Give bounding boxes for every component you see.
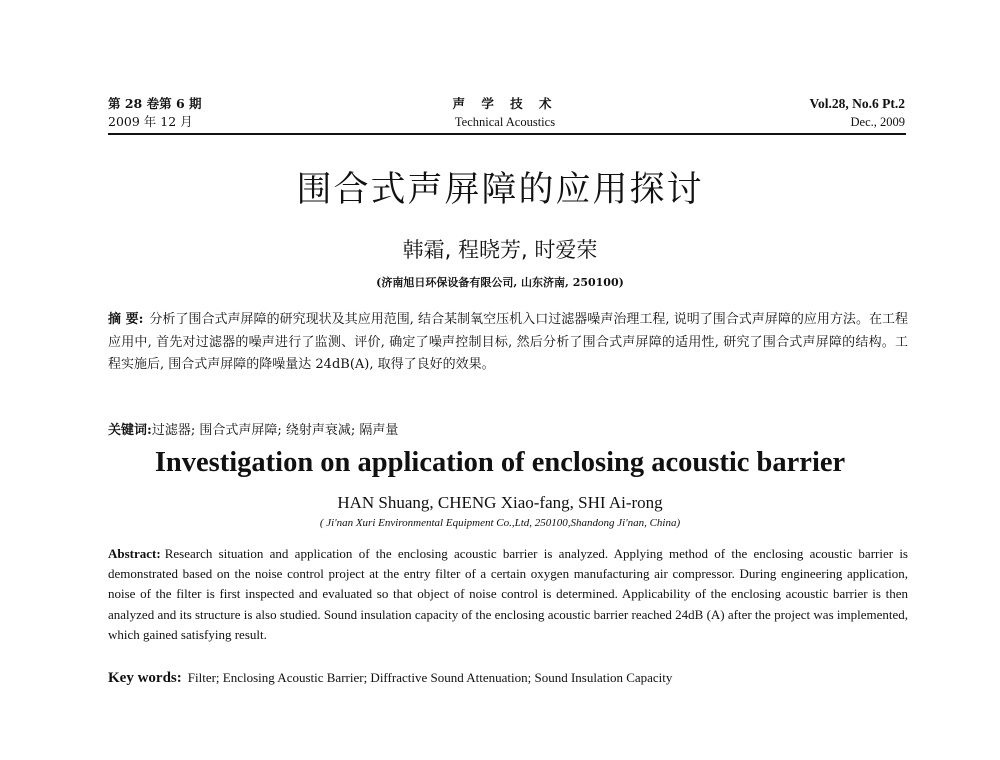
- keywords-en: [108, 668, 908, 688]
- authors-cn: 韩霜, 程晓芳, 时爱荣: [402, 238, 598, 262]
- keywords-label-cn: 关键词:: [108, 423, 152, 438]
- keywords-text-en: Filter; Enclosing Acoustic Barrier; Diffractive Sound Attenuation; Sound Insulation Capacity: [187, 670, 673, 685]
- journal-issue-info-en: [809, 95, 905, 131]
- abstract-text-en: Research situation and application of the enclosing acoustic barrier is analyzed. Applying method of the enclosing acoustic barrier is demonstrated based on the noise control project at the entry filter of a certain oxygen manufacturing air compressor. During engineering application, noise of the filter is first inspected and evaluated so that object of noise control is determined. Applicability of the enclosing acoustic barrier is then analyzed and its structure is also studied. Sound insulation capacity of the enclosing acoustic barrier reached 24dB (A) after the project was implemented, which gained satisfying result.: [108, 546, 908, 642]
- journal-issue-info: [108, 95, 202, 131]
- journal-name: [400, 95, 610, 131]
- volume-issue-en: Vol.28, No.6 Pt.2: [809, 96, 905, 111]
- volume-issue-cn: 第 28 卷第 6 期: [108, 96, 202, 111]
- page-title-cn: 围合式声屏障的应用探讨: [296, 170, 704, 210]
- abstract-label-en: Abstract:: [108, 546, 161, 561]
- journal-name-en: Technical Acoustics: [454, 115, 556, 129]
- keywords-label-en: Key words:: [108, 670, 182, 686]
- keywords-text-cn: 过滤器; 围合式声屏障; 绕射声衰减; 隔声量: [151, 423, 399, 438]
- abstract-cn: [108, 309, 908, 377]
- authors-en: HAN Shuang, CHENG Xiao-fang, SHI Ai-rong: [337, 493, 663, 512]
- abstract-text-cn: 分析了围合式声屏障的研究现状及其应用范围, 结合某制氧空压机入口过滤器噪声治理工程, 说明了围合式声屏障的应用方法。在工程应用中, 首先对过滤器的噪声进行了监测、评价, 确定了噪声控制目标, 然后分析了围合式声屏障的适用性, 研究了围合式声屏障的结构。工程实施后, 围合式声屏障的降噪量达 24dB(A), 取得了良好的效果。: [108, 312, 909, 372]
- header-rule: [108, 133, 906, 135]
- keywords-cn: [108, 420, 908, 442]
- abstract-en: [108, 544, 908, 645]
- affiliation-en: ( Ji'nan Xuri Environmental Equipment Co.,Ltd, 250100,Shandong Ji'nan, China): [319, 517, 681, 529]
- page-title-en: Investigation on application of enclosing acoustic barrier: [154, 447, 846, 478]
- journal-name-cn: 声 学 技 术: [452, 96, 558, 111]
- affiliation-cn: (济南旭日环保设备有限公司, 山东济南, 250100): [376, 276, 624, 289]
- abstract-label-cn: 摘 要:: [108, 312, 144, 327]
- date-en: Dec., 2009: [850, 115, 905, 129]
- date-cn: 2009 年 12 月: [108, 114, 193, 129]
